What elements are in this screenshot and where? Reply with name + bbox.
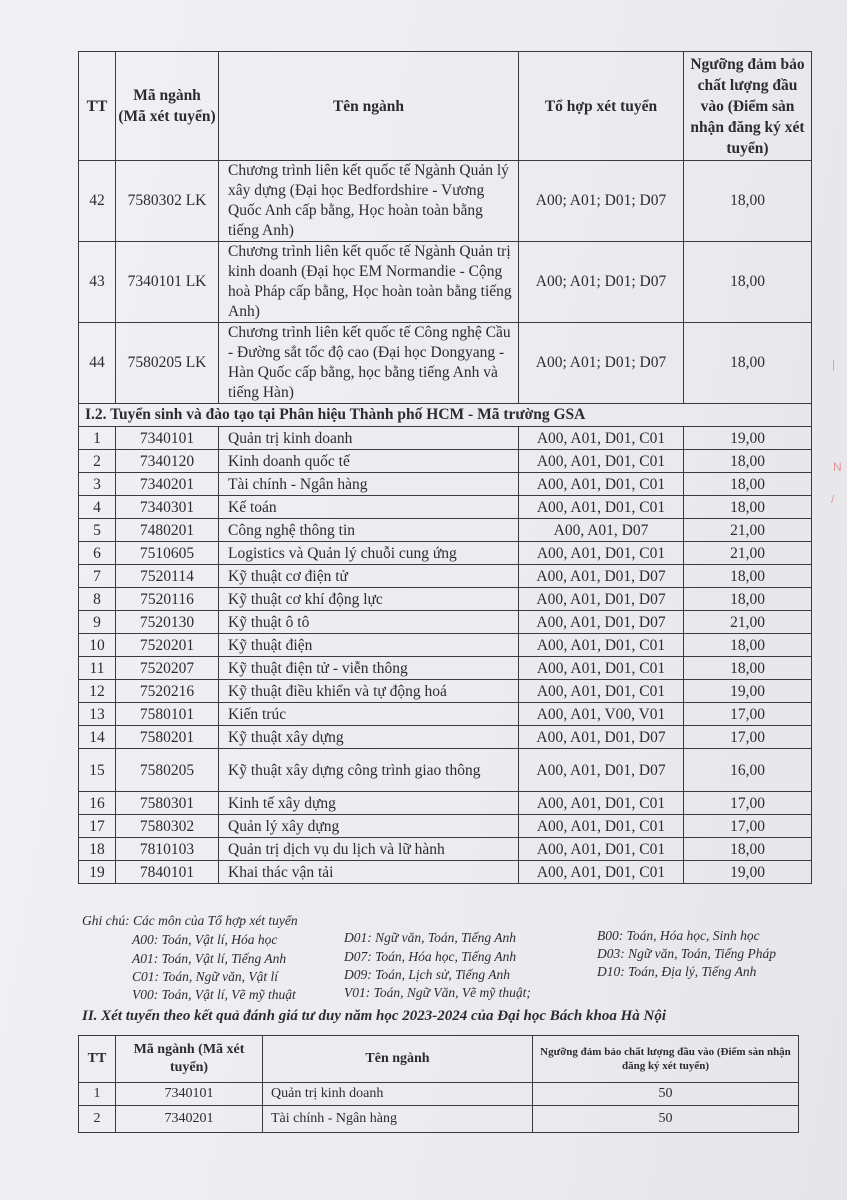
- stamp-bleed: N: [833, 460, 842, 474]
- table-row: [79, 588, 812, 611]
- cell-to-hop: A00, A01, D01, D07: [519, 611, 684, 634]
- cell-ma: 7340120: [116, 450, 219, 473]
- cell-to-hop: A00, A01, D01, C01: [519, 634, 684, 657]
- note-item: B00: Toán, Hóa học, Sinh học: [597, 928, 760, 943]
- cell-ten: Quản trị kinh doanh: [263, 1083, 533, 1106]
- note-item: A01: Toán, Vật lí, Tiếng Anh: [132, 951, 287, 966]
- table-row: [79, 1083, 799, 1106]
- cell-ma: 7520114: [116, 565, 219, 588]
- header-ma-nganh: Mã ngành (Mã xét tuyển): [116, 1036, 263, 1083]
- cell-ten: Chương trình liên kết quốc tế Ngành Quản trị kinh doanh (Đại học EM Normandie - Cộng hoà Pháp cấp bằng, Học hoàn toàn bằng tiếng Anh): [219, 242, 519, 323]
- table-row: [79, 792, 812, 815]
- table-row: [79, 323, 812, 404]
- header-ten-nganh: Tên ngành: [263, 1036, 533, 1083]
- cell-ma: 7580205: [116, 749, 219, 792]
- table-row: [79, 815, 812, 838]
- cell-tt: 2: [79, 450, 116, 473]
- notes-title: Ghi chú: Các môn của Tổ hợp xét tuyển: [82, 913, 298, 928]
- cell-tt: 6: [79, 542, 116, 565]
- cell-nguong: 17,00: [684, 703, 812, 726]
- cell-nguong: 19,00: [684, 680, 812, 703]
- cell-ten: Kỹ thuật điện tử - viễn thông: [219, 657, 519, 680]
- cell-ten: Kỹ thuật cơ điện tử: [219, 565, 519, 588]
- cell-tt: 43: [79, 242, 116, 323]
- table-row: [79, 703, 812, 726]
- cell-nguong: 18,00: [684, 588, 812, 611]
- cell-ten: Quản trị kinh doanh: [219, 427, 519, 450]
- cell-nguong: 18,00: [684, 161, 812, 242]
- cell-nguong: 17,00: [684, 726, 812, 749]
- note-item: D10: Toán, Địa lý, Tiếng Anh: [597, 964, 757, 979]
- table-row: [79, 1106, 799, 1133]
- cell-tt: 18: [79, 838, 116, 861]
- cell-nguong: 18,00: [684, 323, 812, 404]
- cell-ten: Chương trình liên kết quốc tế Công nghệ Cầu - Đường sắt tốc độ cao (Đại học Dongyang - Hàn Quốc cấp bằng, học bằng tiếng Anh và tiếng Hàn): [219, 323, 519, 404]
- cell-ten: Kỹ thuật điều khiển và tự động hoá: [219, 680, 519, 703]
- cell-ten: Kỹ thuật xây dựng: [219, 726, 519, 749]
- table-row: [79, 496, 812, 519]
- cell-to-hop: A00; A01; D01; D07: [519, 242, 684, 323]
- cell-to-hop: A00, A01, D01, C01: [519, 792, 684, 815]
- cell-ten: Kiến trúc: [219, 703, 519, 726]
- table-row: [79, 450, 812, 473]
- cell-nguong: 50: [533, 1106, 799, 1133]
- cell-ma: 7340301: [116, 496, 219, 519]
- cell-ten: Công nghệ thông tin: [219, 519, 519, 542]
- cell-tt: 17: [79, 815, 116, 838]
- cell-nguong: 18,00: [684, 634, 812, 657]
- cell-to-hop: A00, A01, D01, D07: [519, 565, 684, 588]
- table-row: [79, 657, 812, 680]
- cell-to-hop: A00, A01, D01, D07: [519, 588, 684, 611]
- cell-tt: 13: [79, 703, 116, 726]
- cell-to-hop: A00; A01; D01; D07: [519, 323, 684, 404]
- header-tt: TT: [79, 1036, 116, 1083]
- cell-ten: Kinh doanh quốc tế: [219, 450, 519, 473]
- cell-ma: 7580302 LK: [116, 161, 219, 242]
- cell-ma: 7520216: [116, 680, 219, 703]
- cell-tt: 42: [79, 161, 116, 242]
- table-row: [79, 161, 812, 242]
- header-nguong: Ngưỡng đảm bảo chất lượng đầu vào (Điểm sàn nhận đăng ký xét tuyển): [684, 52, 812, 161]
- cell-ma: 7580205 LK: [116, 323, 219, 404]
- cell-tt: 8: [79, 588, 116, 611]
- note-item: D01: Ngữ văn, Toán, Tiếng Anh: [344, 930, 517, 945]
- cell-to-hop: A00, A01, D07: [519, 519, 684, 542]
- table-row: [79, 519, 812, 542]
- cell-to-hop: A00, A01, V00, V01: [519, 703, 684, 726]
- cell-to-hop: A00, A01, D01, C01: [519, 427, 684, 450]
- cell-ten: Khai thác vận tải: [219, 861, 519, 884]
- cell-nguong: 18,00: [684, 450, 812, 473]
- cell-ma: 7340101: [116, 1083, 263, 1106]
- section-heading-row: [79, 404, 812, 427]
- cell-tt: 3: [79, 473, 116, 496]
- cell-to-hop: A00, A01, D01, C01: [519, 838, 684, 861]
- cell-ten: Tài chính - Ngân hàng: [263, 1106, 533, 1133]
- cell-nguong: 19,00: [684, 427, 812, 450]
- cell-nguong: 17,00: [684, 792, 812, 815]
- table-row: [79, 473, 812, 496]
- cell-to-hop: A00, A01, D01, C01: [519, 542, 684, 565]
- cell-nguong: 50: [533, 1083, 799, 1106]
- table-header-row: [79, 1036, 799, 1083]
- cell-ma: 7580201: [116, 726, 219, 749]
- note-item: D09: Toán, Lịch sử, Tiếng Anh: [344, 967, 511, 982]
- cell-ma: 7580302: [116, 815, 219, 838]
- cell-ma: 7580301: [116, 792, 219, 815]
- header-to-hop: Tổ hợp xét tuyển: [519, 52, 684, 161]
- cell-to-hop: A00, A01, D01, C01: [519, 815, 684, 838]
- table-row: [79, 565, 812, 588]
- table-row: [79, 611, 812, 634]
- cell-tt: 16: [79, 792, 116, 815]
- cell-tt: 5: [79, 519, 116, 542]
- cell-ma: 7520116: [116, 588, 219, 611]
- cell-nguong: 21,00: [684, 611, 812, 634]
- cell-ma: 7340201: [116, 1106, 263, 1133]
- note-item: A00: Toán, Vật lí, Hóa học: [132, 932, 278, 947]
- cell-tt: 11: [79, 657, 116, 680]
- cell-to-hop: A00, A01, D01, D07: [519, 749, 684, 792]
- table-row: [79, 726, 812, 749]
- cell-ten: Kỹ thuật xây dựng công trình giao thông: [219, 749, 519, 792]
- cell-to-hop: A00; A01; D01; D07: [519, 161, 684, 242]
- header-ten-nganh: Tên ngành: [219, 52, 519, 161]
- table-row: [79, 838, 812, 861]
- table-row: [79, 680, 812, 703]
- table-header-row: [79, 52, 812, 161]
- cell-ma: 7520207: [116, 657, 219, 680]
- note-item: D07: Toán, Hóa học, Tiếng Anh: [344, 949, 517, 964]
- cell-tt: 44: [79, 323, 116, 404]
- cell-ma: 7520130: [116, 611, 219, 634]
- cell-nguong: 21,00: [684, 542, 812, 565]
- cell-nguong: 19,00: [684, 861, 812, 884]
- header-ma-nganh: Mã ngành (Mã xét tuyển): [116, 52, 219, 161]
- cell-to-hop: A00, A01, D01, D07: [519, 726, 684, 749]
- cell-to-hop: A00, A01, D01, C01: [519, 657, 684, 680]
- section2-table: [78, 1035, 799, 1133]
- cell-tt: 4: [79, 496, 116, 519]
- cell-nguong: 18,00: [684, 838, 812, 861]
- cell-ten: Kỹ thuật cơ khí động lực: [219, 588, 519, 611]
- cell-tt: 9: [79, 611, 116, 634]
- table-row: [79, 427, 812, 450]
- table-row: [79, 242, 812, 323]
- cell-tt: 12: [79, 680, 116, 703]
- cell-tt: 1: [79, 427, 116, 450]
- cell-ten: Logistics và Quản lý chuỗi cung ứng: [219, 542, 519, 565]
- cell-tt: 7: [79, 565, 116, 588]
- cell-ma: 7340101 LK: [116, 242, 219, 323]
- cell-ten: Tài chính - Ngân hàng: [219, 473, 519, 496]
- cell-tt: 14: [79, 726, 116, 749]
- note-item: C01: Toán, Ngữ văn, Vật lí: [132, 969, 279, 984]
- cell-nguong: 18,00: [684, 565, 812, 588]
- cell-ma: 7520201: [116, 634, 219, 657]
- cell-ma: 7580101: [116, 703, 219, 726]
- cell-nguong: 18,00: [684, 473, 812, 496]
- cell-ma: 7840101: [116, 861, 219, 884]
- cell-nguong: 17,00: [684, 815, 812, 838]
- cell-ten: Kỹ thuật điện: [219, 634, 519, 657]
- header-nguong: Ngưỡng đảm bảo chất lượng đầu vào (Điểm sàn nhận đăng ký xét tuyển): [533, 1036, 799, 1083]
- cell-to-hop: A00, A01, D01, C01: [519, 450, 684, 473]
- table-row: [79, 542, 812, 565]
- table-row: [79, 861, 812, 884]
- cell-tt: 1: [79, 1083, 116, 1106]
- cell-to-hop: A00, A01, D01, C01: [519, 496, 684, 519]
- cell-tt: 10: [79, 634, 116, 657]
- cell-ma: 7810103: [116, 838, 219, 861]
- cell-ma: 7480201: [116, 519, 219, 542]
- stamp-bleed: /: [831, 492, 835, 506]
- note-item: V01: Toán, Ngữ Văn, Vẽ mỹ thuật;: [344, 985, 531, 1000]
- cell-tt: 19: [79, 861, 116, 884]
- note-item: D03: Ngữ văn, Toán, Tiếng Pháp: [597, 946, 777, 961]
- section2-title: II. Xét tuyển theo kết quả đánh giá tư duy năm học 2023-2024 của Đại học Bách khoa Hà Nội: [82, 1008, 667, 1024]
- note-item: V00: Toán, Vật lí, Vẽ mỹ thuật: [132, 987, 296, 1002]
- cell-to-hop: A00, A01, D01, C01: [519, 473, 684, 496]
- admission-table: [78, 51, 812, 884]
- header-tt: TT: [79, 52, 116, 161]
- cell-ten: Kỹ thuật ô tô: [219, 611, 519, 634]
- stamp-bleed: |: [832, 357, 836, 371]
- cell-nguong: 21,00: [684, 519, 812, 542]
- cell-nguong: 18,00: [684, 242, 812, 323]
- cell-ten: Quản trị dịch vụ du lịch và lữ hành: [219, 838, 519, 861]
- cell-nguong: 16,00: [684, 749, 812, 792]
- table-row: [79, 634, 812, 657]
- cell-ten: Chương trình liên kết quốc tế Ngành Quản lý xây dựng (Đại học Bedfordshire - Vương Quốc Anh cấp bằng, Học hoàn toàn bằng tiếng Anh): [219, 161, 519, 242]
- cell-nguong: 18,00: [684, 496, 812, 519]
- cell-tt: 2: [79, 1106, 116, 1133]
- section-heading: I.2. Tuyển sinh và đào tạo tại Phân hiệu Thành phố HCM - Mã trường GSA: [79, 404, 812, 427]
- cell-ten: Kinh tế xây dựng: [219, 792, 519, 815]
- cell-tt: 15: [79, 749, 116, 792]
- cell-ma: 7340201: [116, 473, 219, 496]
- cell-ma: 7510605: [116, 542, 219, 565]
- cell-ten: Quản lý xây dựng: [219, 815, 519, 838]
- cell-ten: Kế toán: [219, 496, 519, 519]
- cell-to-hop: A00, A01, D01, C01: [519, 680, 684, 703]
- cell-to-hop: A00, A01, D01, C01: [519, 861, 684, 884]
- cell-nguong: 18,00: [684, 657, 812, 680]
- table-row: [79, 749, 812, 792]
- cell-ma: 7340101: [116, 427, 219, 450]
